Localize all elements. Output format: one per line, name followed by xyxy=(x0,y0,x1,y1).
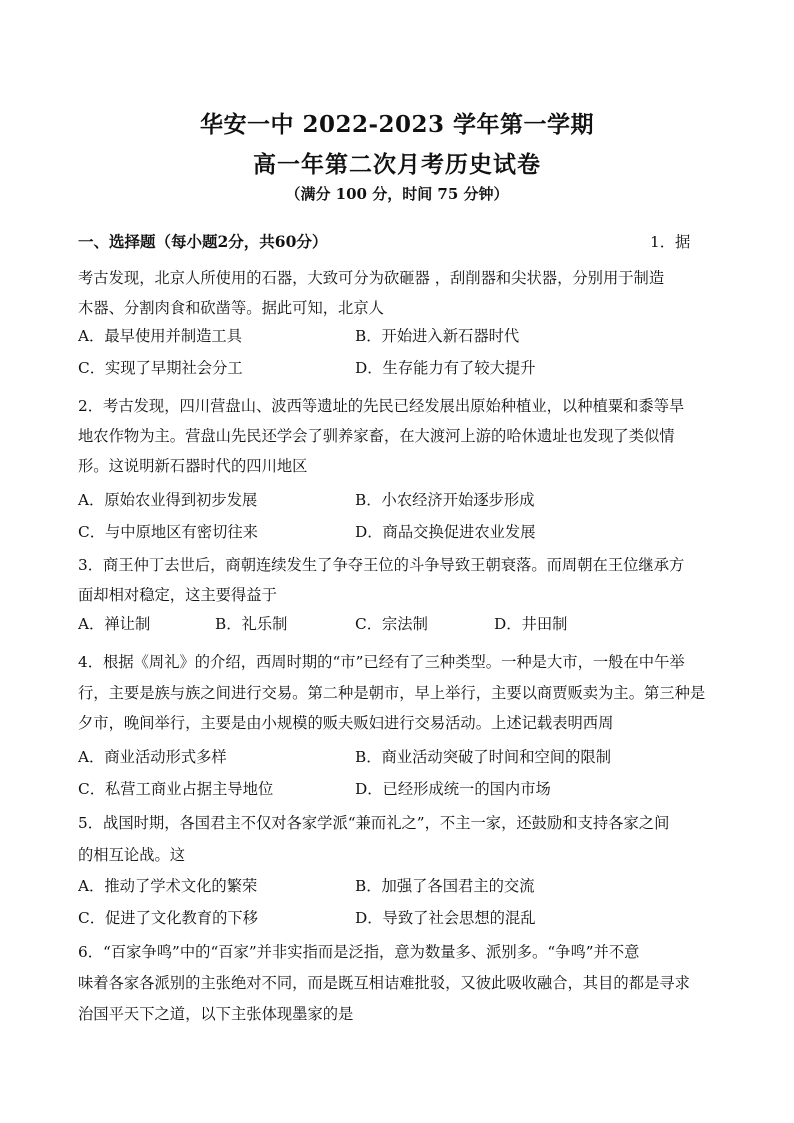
question-1-option-b: B．开始进入新石器时代 xyxy=(355,327,520,345)
question-2-option-c: C．与中原地区有密切往来 xyxy=(78,523,258,541)
question-1-number: 1．据 xyxy=(650,233,691,251)
question-6-stem-line: 治国平天下之道，以下主张体现墨家的是 xyxy=(78,1005,354,1023)
question-2-stem-line: 形。这说明新石器时代的四川地区 xyxy=(78,457,308,475)
question-4-option-c: C．私营工商业占据主导地位 xyxy=(78,780,274,798)
question-2-option-a: A．原始农业得到初步发展 xyxy=(78,491,258,509)
question-1-option-d: D．生存能力有了较大提升 xyxy=(355,359,536,377)
question-5-option-b: B．加强了各国君主的交流 xyxy=(355,877,535,895)
question-3-stem-line: 面却相对稳定，这主要得益于 xyxy=(78,586,277,604)
question-2-stem-line: 2．考古发现，四川营盘山、波西等遗址的先民已经发展出原始种植业，以种植粟和黍等旱 xyxy=(78,397,685,415)
section-heading: 一、选择题（每小题2分，共60分） xyxy=(78,232,328,251)
question-1-stem-line: 木器、分割肉食和砍凿等。据此可知，北京人 xyxy=(78,299,384,317)
question-1-stem-line: 考古发现，北京人所使用的石器，大致可分为砍砸器 ，刮削器和尖状器，分别用于制造 xyxy=(78,269,665,287)
question-4-stem-line: 行，主要是族与族之间进行交易。第二种是朝市，早上举行，主要以商贾贩卖为主。第三种是 xyxy=(78,684,706,702)
question-2-option-d: D．商品交换促进农业发展 xyxy=(355,523,536,541)
question-3-stem-line: 3．商王仲丁去世后，商朝连续发生了争夺王位的斗争导致王朝衰落。而周朝在王位继承方 xyxy=(78,556,685,574)
question-5-option-c: C．促进了文化教育的下移 xyxy=(78,909,258,927)
question-4-stem-line: 夕市，晚间举行，主要是由小规模的贩夫贩妇进行交易活动。上述记载表明西周 xyxy=(78,714,614,732)
question-4-stem-line: 4．根据《周礼》的介绍，西周时期的“市”已经有了三种类型。一种是大市，一般在中午举 xyxy=(78,653,685,671)
question-6-stem-line: 6．“百家争鸣”中的“百家”并非实指而是泛指，意为数量多、派别多。“争鸣”并不意 xyxy=(78,943,640,961)
question-6-stem-line: 味着各家各派别的主张绝对不同，而是既互相诘难批驳，又彼此吸收融合，其目的都是寻求 xyxy=(78,974,690,992)
question-5-option-d: D．导致了社会思想的混乱 xyxy=(355,909,536,927)
question-5-stem-line: 的相互论战。这 xyxy=(78,846,186,864)
question-4-option-a: A．商业活动形式多样 xyxy=(78,748,227,766)
question-2-option-b: B．小农经济开始逐步形成 xyxy=(355,491,535,509)
question-4-option-b: B．商业活动突破了时间和空间的限制 xyxy=(355,748,611,766)
question-5-stem-line: 5．战国时期，各国君主不仅对各家学派“兼而礼之”，不主一家，还鼓励和支持各家之间 xyxy=(78,814,670,832)
exam-subtitle: （满分 100 分，时间 75 分钟） xyxy=(285,185,509,203)
question-1-option-a: A．最早使用并制造工具 xyxy=(78,327,243,345)
question-4-option-d: D．已经形成统一的国内市场 xyxy=(355,780,551,798)
question-1-option-c: C．实现了早期社会分工 xyxy=(78,359,243,377)
question-3-option-d: D．井田制 xyxy=(494,615,568,633)
question-3-option-a: A．禅让制 xyxy=(78,615,151,633)
exam-title-subject: 高一年第二次月考历史试卷 xyxy=(253,151,541,178)
question-2-stem-line: 地农作物为主。营盘山先民还学会了驯养家畜，在大渡河上游的哈休遗址也发现了类似情 xyxy=(78,427,675,445)
question-5-option-a: A．推动了学术文化的繁荣 xyxy=(78,877,258,895)
question-3-option-b: B．礼乐制 xyxy=(215,615,288,633)
question-3-option-c: C．宗法制 xyxy=(355,615,428,633)
exam-title-school: 华安一中 2022-2023 学年第一学期 xyxy=(199,111,595,138)
